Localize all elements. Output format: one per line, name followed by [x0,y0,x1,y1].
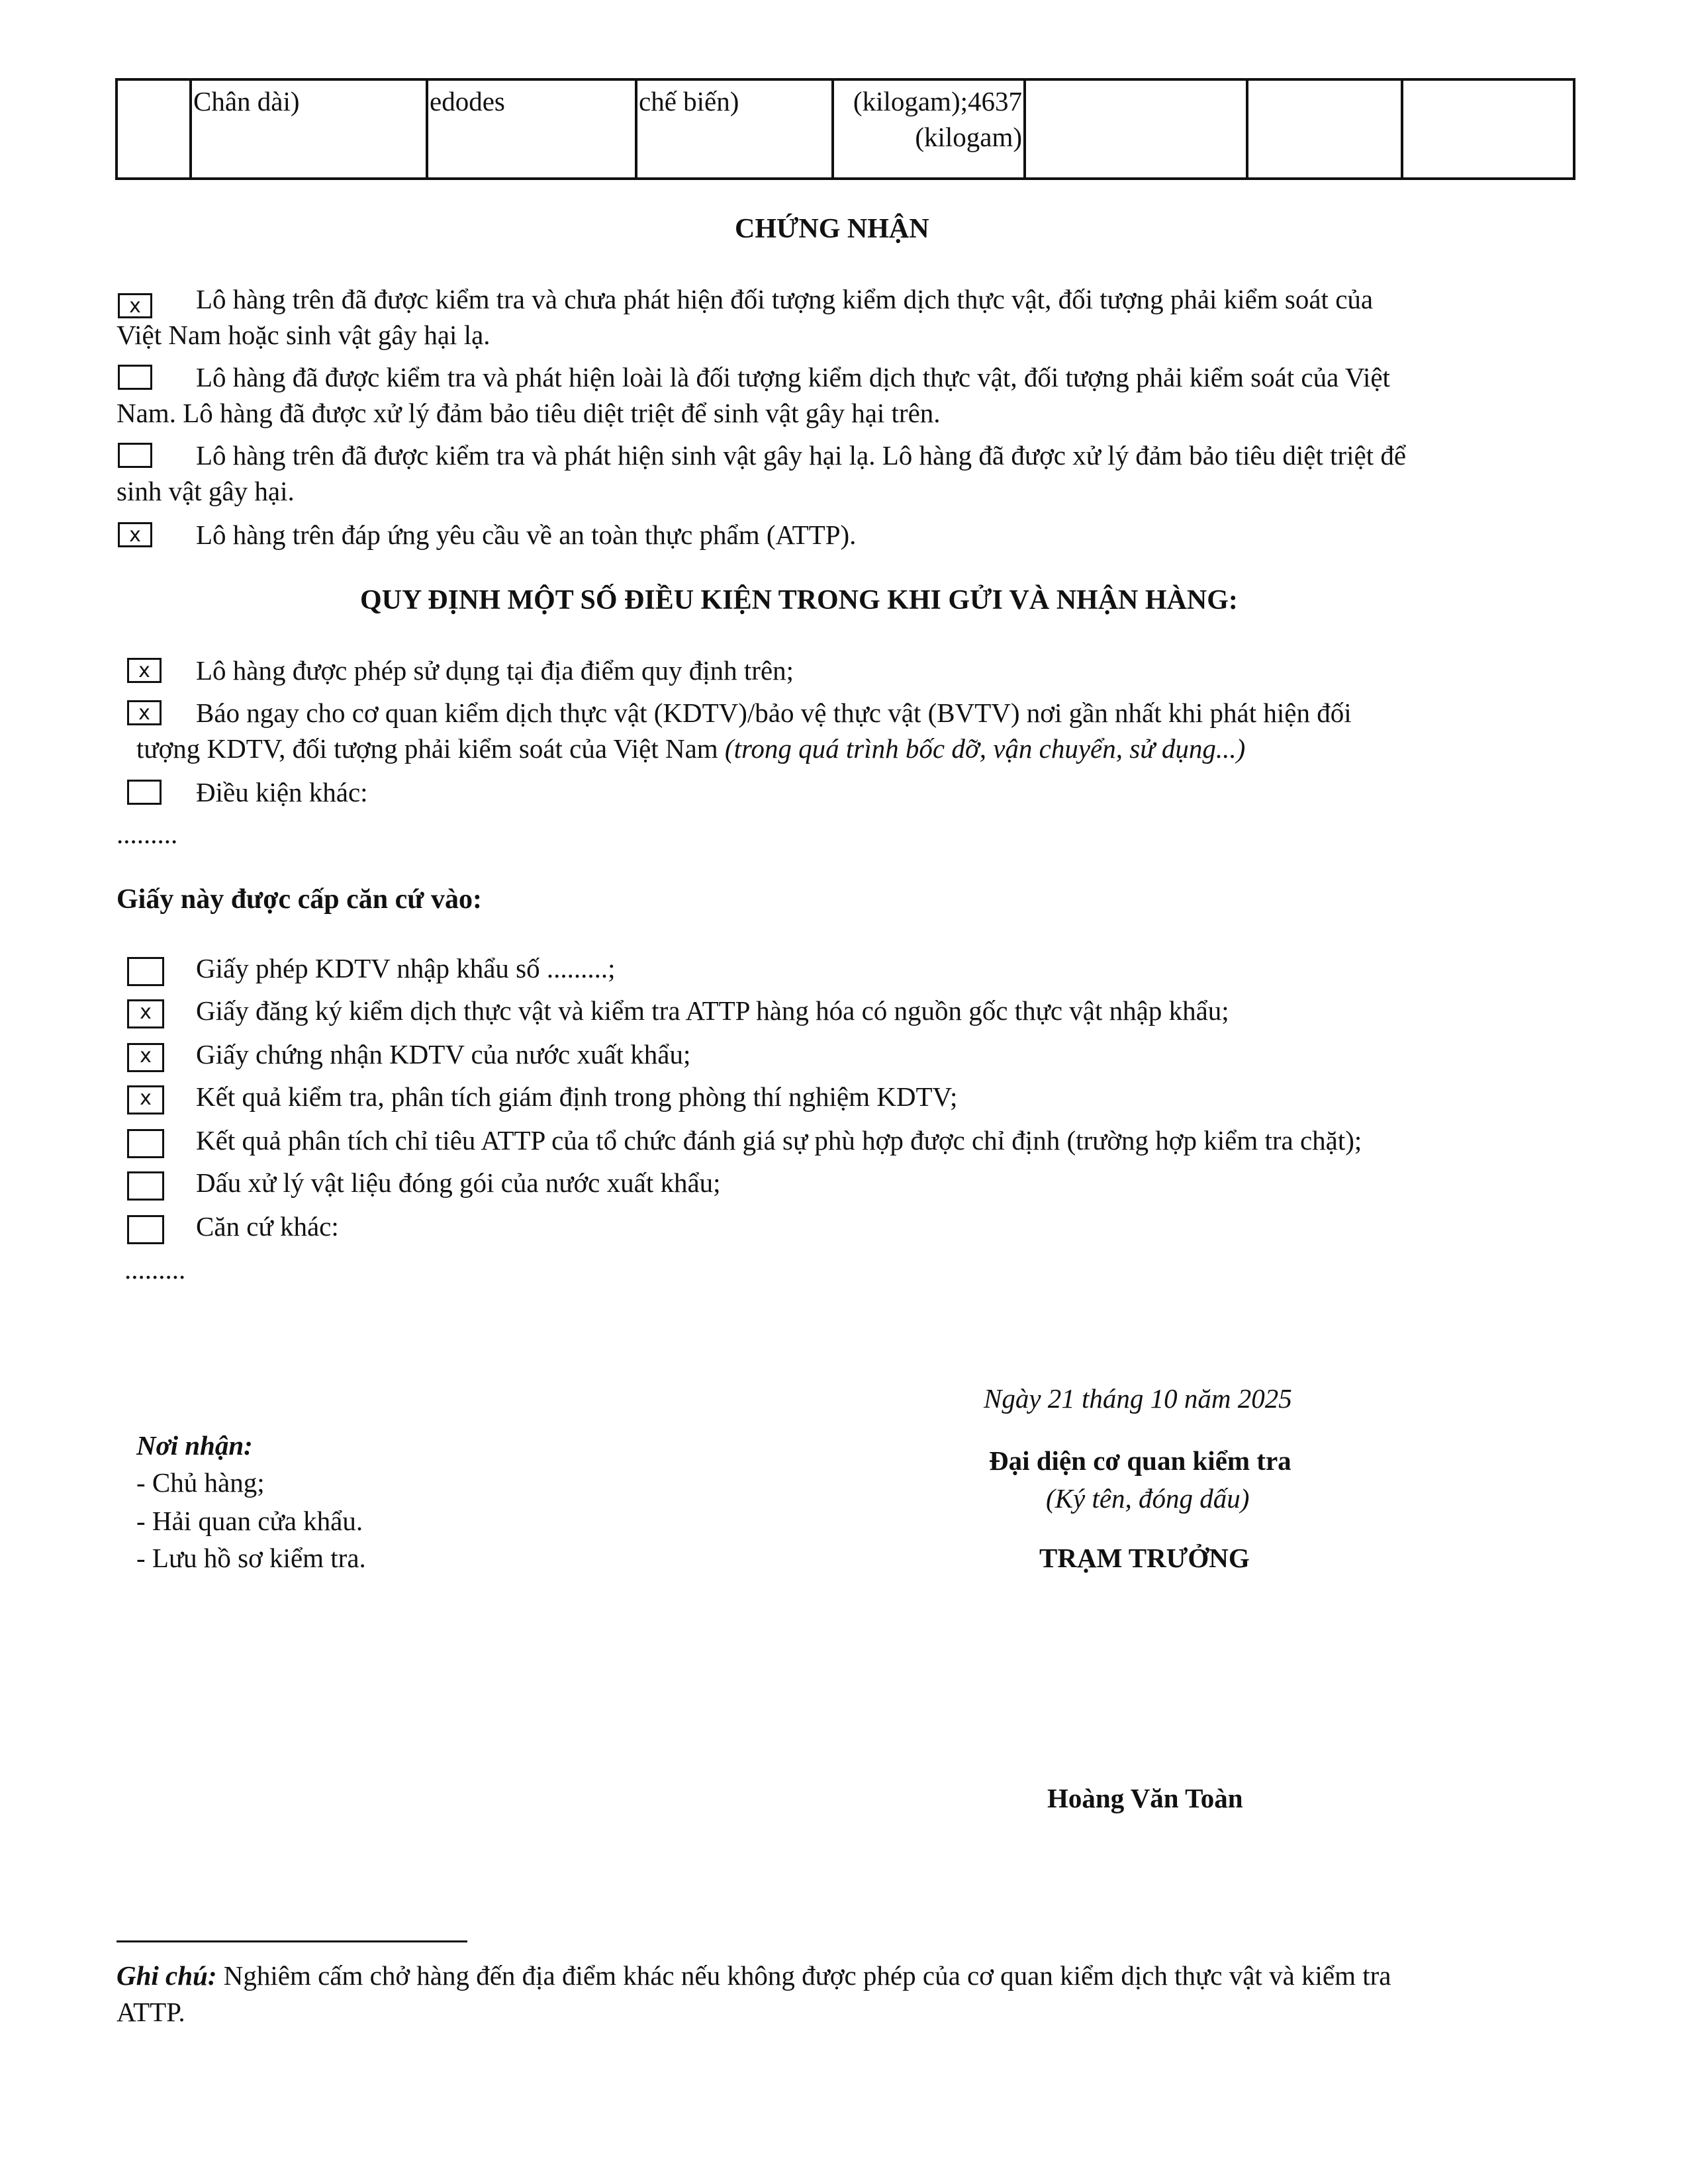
checkbox-certification-4[interactable]: x [118,522,152,547]
signature-name: Hoàng Văn Toàn [1047,1783,1243,1813]
table-cell [1025,79,1247,179]
signature-date: Ngày 21 tháng 10 năm 2025 [984,1383,1292,1414]
checkbox-condition-3[interactable] [127,780,162,805]
certification-item-2 [117,359,1560,432]
signature-position: TRẠM TRƯỞNG [1039,1543,1250,1573]
checkbox-condition-2[interactable]: x [127,700,162,725]
table-cell [1247,79,1402,179]
table-cell-quantity [833,79,1025,179]
basis-ellipsis: ......... [124,1254,186,1285]
condition-item-2 [117,695,1560,768]
signature-instruction: (Ký tên, đóng dấu) [1046,1483,1250,1514]
table-cell: edodes [427,79,636,179]
condition-item-2-line-2 [136,731,1245,766]
certification-item-2-line-2: Nam. Lô hàng đã được xử lý đảm bảo tiêu diệt triệt để sinh vật gây hại trên. [117,398,941,428]
table-row [117,79,1574,179]
table-cell: Chân dài) [191,79,427,179]
basis-item-5 [117,1122,1560,1160]
condition-item-3-line-1: Điều kiện khác: [196,777,368,807]
basis-item-6 [117,1165,1560,1202]
condition-item-3 [117,774,1560,811]
quantity-line-1: (kilogam);4637 [853,86,1022,116]
recipient-item-3: - Lưu hồ sơ kiểm tra. [136,1543,366,1573]
basis-item-4-line-1: Kết quả kiểm tra, phân tích giám định trong phòng thí nghiệm KDTV; [196,1081,958,1112]
basis-item-2-line-1: Giấy đăng ký kiểm dịch thực vật và kiểm tra ATTP hàng hóa có nguồn gốc thực vật nhập khẩu; [196,995,1229,1026]
table-cell [1402,79,1574,179]
checkbox-basis-4[interactable]: x [127,1085,164,1115]
basis-item-7-line-1: Căn cứ khác: [196,1211,339,1242]
checkbox-certification-1[interactable]: x [118,293,152,318]
checkbox-basis-7[interactable] [127,1215,164,1244]
certification-item-3-line-2: sinh vật gây hại. [117,476,295,506]
note-line-1 [117,1960,1391,1991]
recipients-title: Nơi nhận: [136,1430,253,1461]
conditions-ellipsis: ......... [117,819,178,849]
certification-item-1-line-2: Việt Nam hoặc sinh vật gây hại lạ. [117,320,491,350]
certification-item-3 [117,437,1560,510]
note-text: Nghiêm cấm chở hàng đến địa điểm khác nếu không được phép của cơ quan kiểm dịch thực vật và kiểm tra [216,1960,1391,1991]
table-cell: chế biến) [636,79,833,179]
footnote-separator [117,1940,467,1942]
condition-item-1-line-1: Lô hàng được phép sử dụng tại địa điểm quy định trên; [196,655,794,686]
certification-item-4-line-1: Lô hàng trên đáp ứng yêu cầu về an toàn thực phẩm (ATTP). [196,520,857,550]
quantity-line-2: (kilogam) [915,122,1022,152]
certification-title: CHỨNG NHẬN [735,214,929,244]
recipient-item-1: - Chủ hàng; [136,1467,265,1498]
note-label: Ghi chú: [117,1960,217,1991]
basis-item-5-line-1: Kết quả phân tích chỉ tiêu ATTP của tổ chức đánh giá sự phù hợp được chỉ định (trường hợp kiểm tra chặt); [196,1125,1362,1156]
note-line-2: ATTP. [117,1997,185,2027]
checkbox-basis-1[interactable] [127,957,164,986]
conditions-title: QUY ĐỊNH MỘT SỐ ĐIỀU KIỆN TRONG KHI GỬI VÀ NHẬN HÀNG: [360,585,1238,615]
certification-item-1 [117,281,1560,354]
condition-item-2-line-1: Báo ngay cho cơ quan kiểm dịch thực vật (KDTV)/bảo vệ thực vật (BVTV) nơi gần nhất khi phát hiện đối [196,698,1352,728]
checkbox-certification-3[interactable] [118,443,152,468]
basis-item-6-line-1: Dấu xử lý vật liệu đóng gói của nước xuất khẩu; [196,1167,721,1198]
checkbox-basis-6[interactable] [127,1171,164,1201]
table-cell [117,79,191,179]
condition-item-2-line-2-italic: (trong quá trình bốc dỡ, vận chuyển, sử dụng...) [724,733,1246,764]
basis-item-3 [117,1036,1560,1073]
certification-item-1-line-1: Lô hàng trên đã được kiểm tra và chưa phát hiện đối tượng kiểm dịch thực vật, đối tượng phải kiểm soát của [196,284,1374,314]
condition-item-2-line-2-text: tượng KDTV, đối tượng phải kiểm soát của Việt Nam [136,733,725,764]
certification-item-2-line-1: Lô hàng đã được kiểm tra và phát hiện loài là đối tượng kiểm dịch thực vật, đối tượng phải kiểm soát của Việt [196,362,1390,392]
signature-org: Đại diện cơ quan kiểm tra [989,1445,1291,1476]
certification-item-4 [117,517,1560,554]
certification-item-3-line-1: Lô hàng trên đã được kiểm tra và phát hiện sinh vật gây hại lạ. Lô hàng đã được xử lý đảm bảo tiêu diệt triệt để [196,440,1407,471]
basis-item-1 [117,950,1560,987]
recipient-item-2: - Hải quan cửa khẩu. [136,1506,363,1536]
basis-item-7 [117,1208,1560,1246]
checkbox-certification-2[interactable] [118,365,152,390]
basis-item-1-line-1: Giấy phép KDTV nhập khẩu số .........; [196,953,616,983]
basis-item-2 [117,993,1560,1030]
checkbox-basis-3[interactable]: x [127,1043,164,1072]
goods-table [115,78,1575,180]
basis-title: Giấy này được cấp căn cứ vào: [117,884,482,915]
checkbox-basis-5[interactable] [127,1129,164,1158]
checkbox-basis-2[interactable]: x [127,999,164,1028]
checkbox-condition-1[interactable]: x [127,658,162,683]
basis-item-3-line-1: Giấy chứng nhận KDTV của nước xuất khẩu; [196,1039,691,1069]
basis-item-4 [117,1079,1560,1116]
condition-item-1 [117,653,1560,690]
